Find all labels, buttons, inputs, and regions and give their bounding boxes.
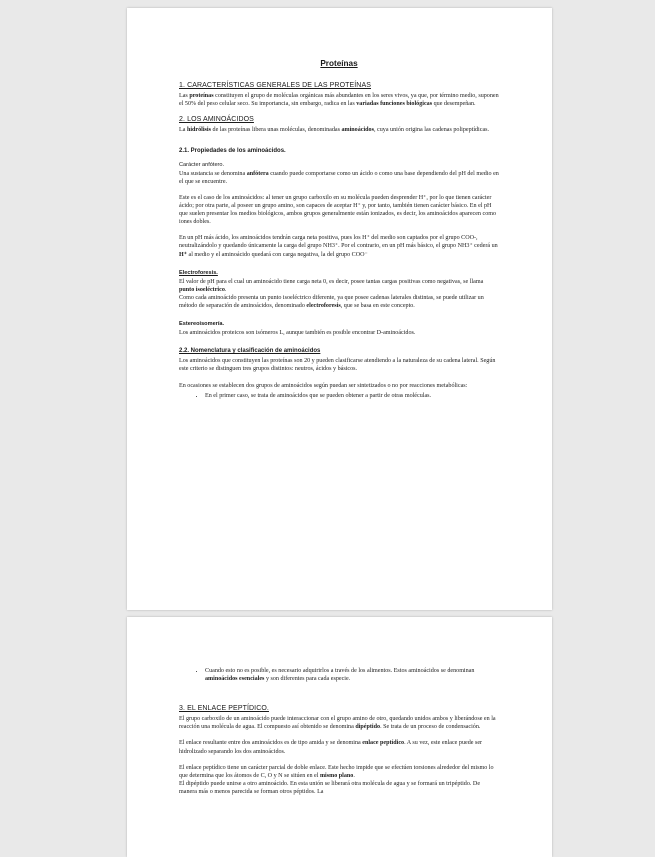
peptide-paragraph-4: El dipéptido puede unirse a otro aminoácido. En esta unión se liberará otra molécula de agua y se formará un tripéptido. De manera más o menos parecida se forman otros péptidos. La (179, 780, 481, 795)
document-title: Proteínas (320, 59, 358, 68)
document-page-1 (127, 8, 552, 610)
section-1-heading: 1. CARACTERÍSTICAS GENERALES DE LAS PROTEÍNAS (179, 82, 371, 90)
section-2-heading: 2. LOS AMINOÁCIDOS (179, 116, 254, 124)
section-3-heading: 3. EL ENLACE PEPTÍDICO. (179, 705, 269, 713)
document-page-2 (127, 617, 552, 857)
page-2-content (179, 617, 499, 796)
stereoisomerism-heading: Estereoisomería. (179, 321, 225, 328)
subsection-2-1-heading: 2.1. Propiedades de los aminoácidos. (179, 147, 286, 154)
classification-paragraph-2: En ocasiones se establecen dos grupos de aminoácidos según puedan ser sintetizados o no por reacciones metabólicas: (179, 382, 468, 389)
list-item: • En el primer caso, se trata de aminoácidos que se pueden obtener a partir de otras moléculas. (205, 392, 499, 400)
section-1-paragraph: Las proteínas constituyen el grupo de moléculas orgánicas más abundantes en los seres vivos, ya que, por término medio, suponen el 50% del peso celular seco. Su importancia, sin embargo, radica en las variadas funciones biológicas que desempeñan. (179, 93, 499, 108)
page-1-content (179, 60, 499, 400)
amphoteric-paragraph-1: Una sustancia se denomina anfótera cuando puede comportarse como un ácido o como una base dependiendo del pH del medio en el que se encuentre. (179, 170, 499, 185)
peptide-paragraph-3: El enlace peptídico tiene un carácter parcial de doble enlace. Este hecho impide que se efectúen torsiones alrededor del mismo lo que determina que los átomos de C, O y N se sitúen en el mismo plano. (179, 764, 494, 779)
stereoisomerism-paragraph: Los aminoácidos proteicos son isómeros L, aunque también es posible encontrar D-aminoácidos. (179, 330, 416, 337)
amphoteric-heading: Carácter anfótero. (179, 161, 225, 168)
amphoteric-paragraph-3: En un pH más ácido, los aminoácidos tendrán carga neta positiva, pues los H⁺ del medio son captados por el grupo COO-, neutralizándolo y quedando únicamente la carga del grupo NH3⁺. Por el contrario, en un pH más básico, el grupo NH3⁺ cederá un H⁺ al medio y el aminoácido quedará con carga negativa, la del grupo COO⁻ (179, 235, 498, 258)
electrophoresis-paragraph-2: Como cada aminoácido presenta un punto isoeléctrico diferente, ya que posee cadenas laterales distintas, se puede utilizar un método de separación de aminoácidos, denominado electroforesis, que se basa en este concepto. (179, 294, 484, 309)
electrophoresis-paragraph-1: El valor de pH para el cual un aminoácido tiene carga neta 0, es decir, posee tantas cargas positivas como negativas, se llama punto isoeléctrico. (179, 278, 484, 293)
subsection-2-2-heading: 2.2. Nomenclatura y clasificación de aminoácidos (179, 348, 321, 355)
peptide-paragraph-1: El grupo carboxilo de un aminoácido puede interaccionar con el grupo amino de otro, quedando unidos ambos y liberándose en la reacción una molécula de agua. El compuesto así obtenido se denomina dipéptido. Se trata de un proceso de condensación. (179, 716, 496, 731)
peptide-paragraph-2: El enlace resultante entre dos aminoácidos es de tipo amida y se denomina enlace peptídico. A su vez, este enlace puede ser hidrolizado separando los dos aminoácidos. (179, 740, 483, 755)
amphoteric-paragraph-2: Este es el caso de los aminoácidos: al tener un grupo carboxilo en su molécula pueden desprender H⁺, por lo que tienen carácter ácido; por otra parte, al poseer un grupo amino, son capaces de aceptar H⁺ y, por tanto, también tienen carácter básico. En el pH que suelen presentar los medios biológicos, ambos grupos generalmente están ionizados, es decir, los aminoácidos aparecen como iones dobles. (179, 194, 497, 226)
amino-acid-list (179, 392, 499, 400)
electrophoresis-heading: Electroforesis. (179, 269, 218, 276)
list-item: • Cuando esto no es posible, es necesario adquirirlos a través de los alimentos. Estos aminoácidos se denominan aminoácidos esenciales y son diferentes para cada especie. (205, 667, 499, 683)
classification-paragraph-1: Los aminoácidos que constituyen las proteínas son 20 y pueden clasificarse atendiendo a la naturaleza de su cadena lateral. Según este criterio se distinguen tres grupos distintos: neutros, ácidos y básicos. (179, 358, 496, 373)
section-2-paragraph: La hidrólisis de las proteínas libera unas moléculas, denominadas aminoácidos, cuya unión origina las cadenas polipeptídicas. (179, 127, 490, 134)
amino-acid-list-continued (179, 667, 499, 683)
